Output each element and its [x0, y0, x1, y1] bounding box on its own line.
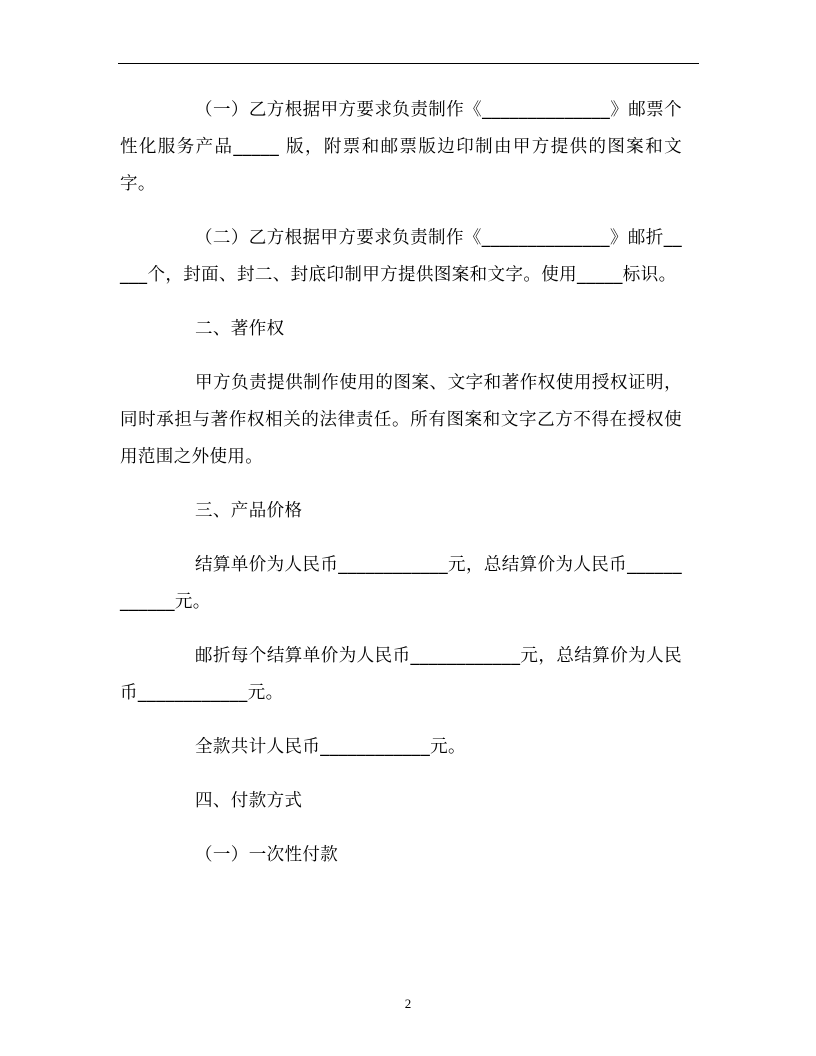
clause-total-price: 全款共计人民币____________元。 [195, 737, 466, 757]
page-number: 2 [404, 996, 412, 1011]
section-heading-payment: 四、付款方式 [195, 791, 303, 811]
section-heading-price: 三、产品价格 [195, 501, 303, 521]
clause-lump-sum: （一）一次性付款 [195, 845, 339, 865]
clause-folder-price: 邮折每个结算单价为人民币____________元，总结算价为人民币____________元。 [120, 646, 682, 703]
clause-folder-production: （二）乙方根据甲方要求负责制作《______________》邮折_____个，封面、封二、封底印制甲方提供图案和文字。使用_____标识。 [120, 228, 682, 285]
clause-stamp-production: （一）乙方根据甲方要求负责制作《______________》邮票个性化服务产品_____ 版，附票和邮票版边印制由甲方提供的图案和文字。 [120, 100, 682, 194]
section-heading-copyright: 二、著作权 [195, 319, 285, 339]
clause-copyright: 甲方负责提供制作使用的图案、文字和著作权使用授权证明，同时承担与著作权相关的法律责任。所有图案和文字乙方不得在授权使用范围之外使用。 [120, 373, 682, 467]
clause-unit-price: 结算单价为人民币____________元，总结算价为人民币____________元。 [120, 555, 682, 612]
document-body [120, 92, 682, 874]
header-rule [118, 63, 699, 64]
